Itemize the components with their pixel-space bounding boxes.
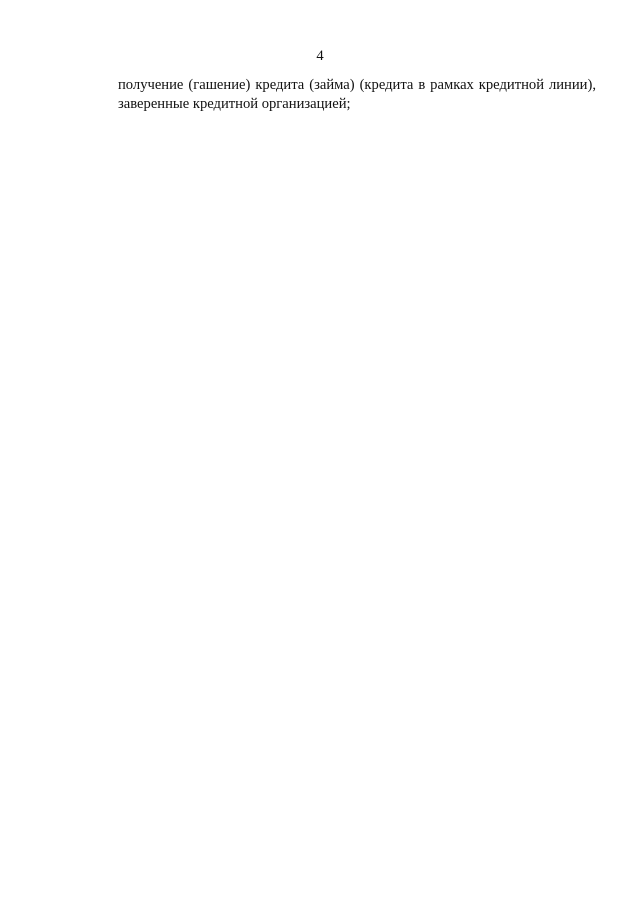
document-body (118, 76, 596, 114)
page-number: 4 (316, 48, 324, 64)
paragraph: получение (гашение) кредита (займа) (кредита в рамках кредитной линии), заверенные кредитной организацией; (118, 77, 596, 112)
